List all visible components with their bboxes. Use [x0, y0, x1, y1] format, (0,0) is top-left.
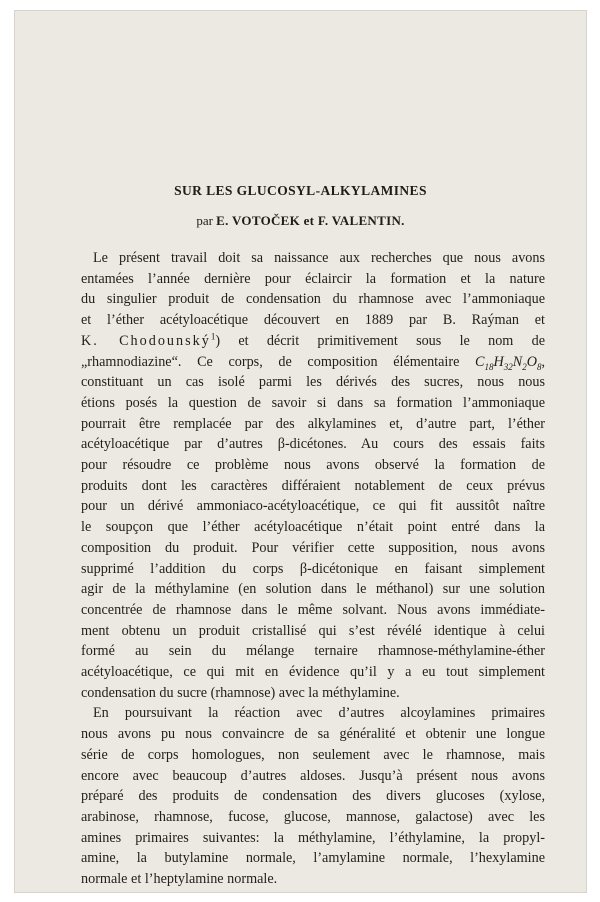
text-line: acétyloacétique par d’autres β-dicétones. Au cours des essais faits [81, 436, 545, 453]
text-line: Le présent travail doit sa naissance aux recherches que nous avons [93, 250, 545, 266]
article-authors [15, 213, 586, 229]
text-fragment: ) et décrit primitivement sous le nom de [215, 332, 545, 349]
paragraph-1 [81, 248, 545, 703]
page-sheet [14, 10, 587, 893]
text-line: étions posés la question de savoir si dans sa formation l’ammoniaque [81, 394, 545, 411]
text-line: ment obtenu un produit cristallisé qui s’est révélé identique à celui [81, 622, 545, 639]
paragraph-2 [81, 703, 545, 889]
text-line: du singulier produit de condensation du rhamnose avec l’ammoniaque [81, 291, 545, 308]
article-body [81, 248, 545, 890]
text-line: condensation du sucre (rhamnose) avec la méthylamine. [81, 684, 400, 701]
article-title: SUR LES GLUCOSYL-ALKYLAMINES [174, 183, 427, 198]
formula-element: C [475, 353, 485, 370]
text-fragment: „rhamnodiazine“. Ce corps, de composition élémentaire [81, 353, 460, 370]
text-line: pourrait être remplacée par des alkylamines et, d’autre part, l’éther [81, 415, 545, 432]
text-line: constituant un cas isolé parmi les dérivés des sucres, nous nous [81, 374, 545, 391]
text-line: et l’éther acétyloacétique découvert en 1889 par B. Raýman et [81, 312, 545, 329]
text-fragment: , [541, 353, 545, 370]
authors-prefix: par [196, 213, 213, 228]
formula-element: H [493, 353, 504, 370]
formula-subscript: 8 [536, 361, 542, 372]
formula-subscript: 18 [484, 361, 494, 372]
text-line: supprimé l’addition du corps β-dicétonique en faisant simplement [81, 560, 545, 577]
text-line: le soupçon que l’éther acétyloacétique n’était point entré dans la [81, 519, 545, 536]
text-line [81, 352, 545, 373]
text-line: formé au sein du mélange ternaire rhamnose-méthylamine-éther [81, 643, 545, 660]
text-line: pour résoudre ce problème nous avons observé la formation de [81, 457, 545, 474]
text-line: En poursuivant la réaction avec d’autres alcoylamines primaires [93, 705, 545, 722]
formula-element: O [526, 353, 537, 370]
text-line: pour un dérivé ammoniaco-acétyloacétique, ce qui fit aussitôt naître [81, 498, 545, 515]
text-line: produits dont les caractères différaient notablement de ceux prévus [81, 477, 545, 494]
formula-element: N [512, 353, 523, 370]
text-line: préparé des produits de condensation des divers glucoses (xylose, [81, 788, 545, 805]
formula-subscript: 32 [503, 361, 513, 372]
text-line: encore avec beaucoup d’autres aldoses. Jusqu’à présent nous avons [81, 767, 545, 784]
text-line: composition du produit. Pour vérifier cette supposition, nous avons [81, 539, 545, 556]
text-line: nous avons pu nous convaincre de sa généralité et obtenir une longue [81, 726, 545, 743]
text-line: amine, la butylamine normale, l’amylamine normale, l’hexylamine [81, 850, 545, 867]
text-line: acétyloacétique, ce qui mit en évidence qu’il y a eu tout simplement [81, 664, 545, 681]
text-line: agir de la méthylamine (en solution dans le méthanol) sur une solution [81, 581, 545, 598]
cited-author: K. Chodounský [81, 332, 211, 349]
chemical-formula [475, 354, 541, 370]
footnote-marker: 1 [210, 331, 216, 342]
formula-subscript: 2 [522, 361, 527, 372]
text-line: concentrée de rhamnose dans le même solvant. Nous avons immédiate- [81, 601, 545, 618]
text-line: normale et l’heptylamine normale. [81, 871, 278, 888]
text-line: entamées l’année dernière pour éclaircir la formation et la nature [81, 270, 545, 287]
text-line: arabinose, rhamnose, fucose, glucose, mannose, galactose) avec les [81, 808, 545, 825]
text-line: amines primaires suivantes: la méthylamine, l’éthylamine, la propyl- [81, 829, 545, 846]
text-line: série de corps homologues, non seulement avec le rhamnose, mais [81, 746, 545, 763]
text-line [81, 331, 545, 352]
authors-names: E. VOTOČEK et F. VALENTIN. [216, 213, 405, 228]
